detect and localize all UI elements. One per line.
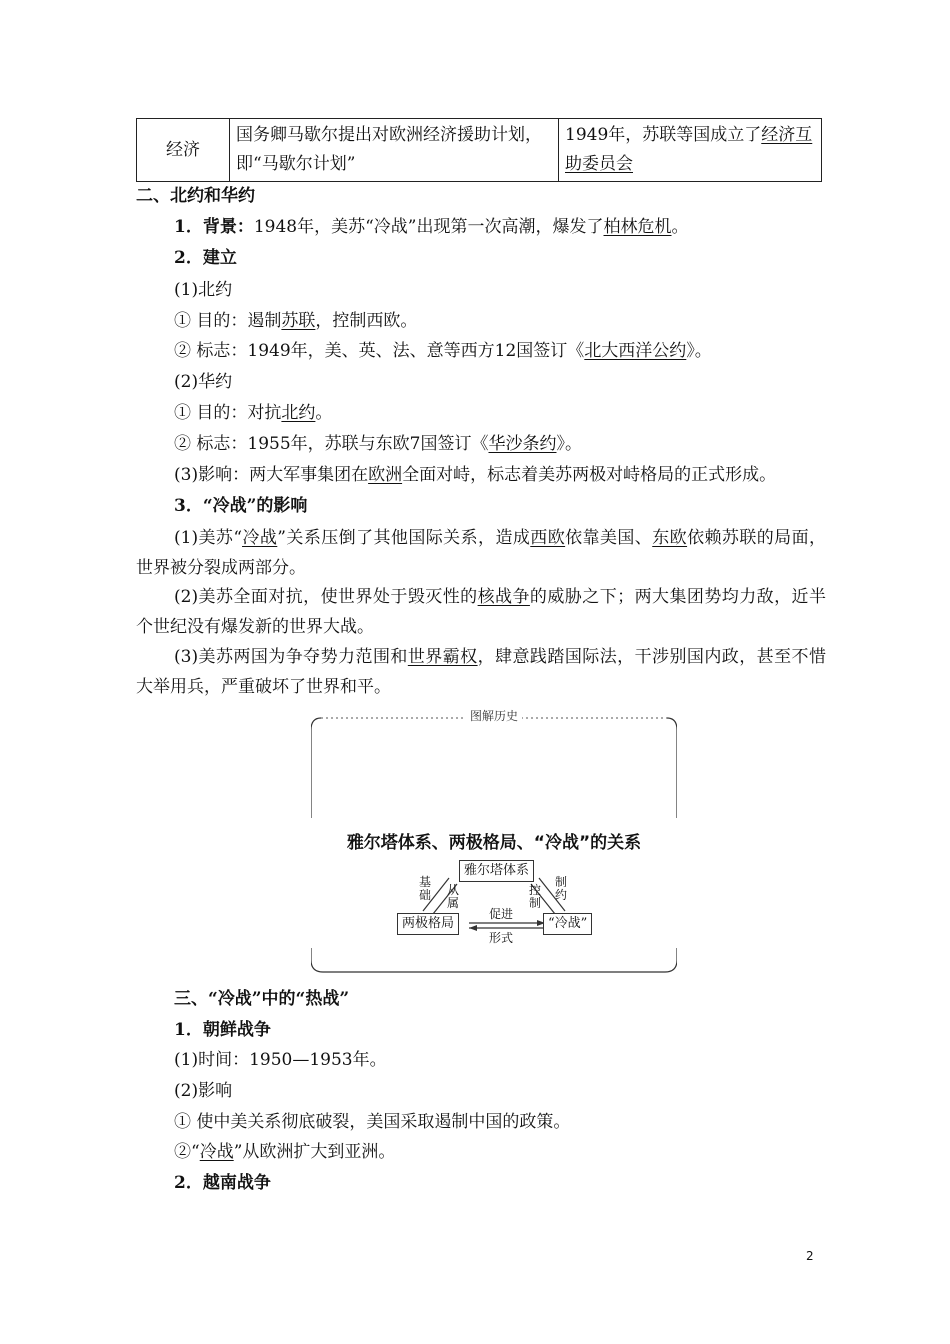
key-term: 北大西洋公约 [584, 341, 687, 361]
text: 的威胁之下；两大集团势均力敌，近半个世纪没有爆发新的世界大战。 [136, 587, 826, 637]
node-bipolar-pattern: 两极格局 [397, 913, 459, 935]
key-term: 世界霸权 [407, 647, 478, 667]
text: 。 [671, 217, 689, 237]
key-term: 冷战 [199, 1142, 234, 1162]
paragraph [136, 582, 826, 642]
nato-aim [136, 309, 864, 333]
page-number: 2 [806, 1249, 814, 1263]
paragraph [136, 642, 826, 702]
key-term: 欧洲 [368, 465, 403, 485]
text: 全面对峙，标志着美苏两极对峙格局的正式形成。 [402, 465, 777, 485]
illustrated-history-box [311, 709, 677, 972]
korea-time: (1)时间：1950—1953年。 [174, 1050, 387, 1070]
subheading: (1)北约 [174, 280, 233, 300]
text: ，控制西欧。 [315, 311, 418, 331]
label: 1．背景： [174, 217, 254, 237]
text: ① 目的：遏制 [174, 311, 282, 331]
key-term: 华沙条约 [488, 434, 557, 454]
key-term: 东欧 [652, 528, 688, 548]
table-row [137, 119, 822, 182]
text: (1)美苏“ [174, 528, 243, 548]
label: (3)影响： [174, 465, 250, 485]
label-form: 形式 [489, 931, 514, 945]
figure-tag-text: 图解历史 [466, 709, 522, 723]
key-term: 西欧 [530, 528, 566, 548]
text: ① 目的：对抗 [174, 403, 282, 423]
text: (2)美苏全面对抗，使世界处于毁灭性的 [174, 587, 478, 607]
east-prefix: 1949年，苏联等国成立了 [565, 125, 762, 145]
text: 1948年，美苏“冷战”出现第一次高潮，爆发了 [253, 217, 604, 237]
label-promote: 促进 [489, 907, 514, 921]
background-line [136, 215, 864, 239]
subheading: 3．“冷战”的影响 [174, 496, 308, 516]
west-measure: 国务卿马歇尔提出对欧洲经济援助计划，即“马歇尔计划” [230, 119, 559, 182]
east-measure [559, 119, 822, 182]
paragraph [136, 523, 826, 583]
text: (3)美苏两国为争夺势力范围和 [174, 647, 408, 667]
row-label: 经济 [137, 119, 230, 182]
figure-tag [311, 707, 677, 724]
text: 。 [315, 403, 333, 423]
text: 》。 [556, 434, 582, 454]
korea-effect-2 [136, 1140, 864, 1164]
subheading: 2．越南战争 [174, 1173, 271, 1193]
wp-aim [136, 401, 864, 425]
figure-title: 雅尔塔体系、两极格局、“冷战”的关系 [346, 833, 642, 853]
wp-sign [136, 432, 864, 456]
text: ，肆意践踏国际法，干涉别国内政，甚至不惜大举用兵，严重破坏了世界和平。 [136, 647, 827, 697]
label-control: 控制 [529, 883, 542, 910]
subheading: (2)影响 [174, 1081, 233, 1101]
text: 依靠美国、 [565, 528, 653, 548]
label-restrict: 制约 [555, 875, 568, 902]
node-cold-war: “冷战” [543, 913, 592, 935]
effect-line [136, 463, 864, 487]
text: ”关系压倒了其他国际关系，造成 [277, 528, 531, 548]
economy-table [136, 118, 822, 182]
label-basis: 基础 [419, 875, 432, 902]
text: ② 标志：1955年，苏联与东欧7国签订《 [174, 434, 489, 454]
subheading: 1．朝鲜战争 [174, 1020, 271, 1040]
label-subordinate: 从属 [447, 883, 460, 910]
key-term: 苏联 [281, 311, 316, 331]
key-term: 冷战 [242, 528, 278, 548]
subheading: (2)华约 [174, 372, 233, 392]
nato-sign [136, 339, 864, 363]
section-heading: 三、“冷战”中的“热战” [174, 989, 350, 1009]
section-heading: 二、北约和华约 [136, 186, 255, 206]
node-yalta-system: 雅尔塔体系 [459, 860, 534, 882]
korea-effect-1: ① 使中美关系彻底破裂，美国采取遏制中国的政策。 [174, 1112, 571, 1132]
text: 两大军事集团在 [249, 465, 369, 485]
key-term: 北约 [281, 403, 316, 423]
text: 》。 [686, 341, 712, 361]
subheading: 2．建立 [174, 248, 237, 268]
east-term: 经济互助委员会 [565, 125, 813, 174]
text: ② 标志：1949年，美、英、法、意等西方12国签订《 [174, 341, 585, 361]
key-term: 柏林危机 [603, 217, 672, 237]
key-term: 核战争 [477, 587, 530, 607]
text: ②“ [174, 1142, 200, 1162]
text: ”从欧洲扩大到亚洲。 [233, 1142, 396, 1162]
text: 依赖苏联的局面，世界被分裂成两部分。 [136, 528, 827, 578]
